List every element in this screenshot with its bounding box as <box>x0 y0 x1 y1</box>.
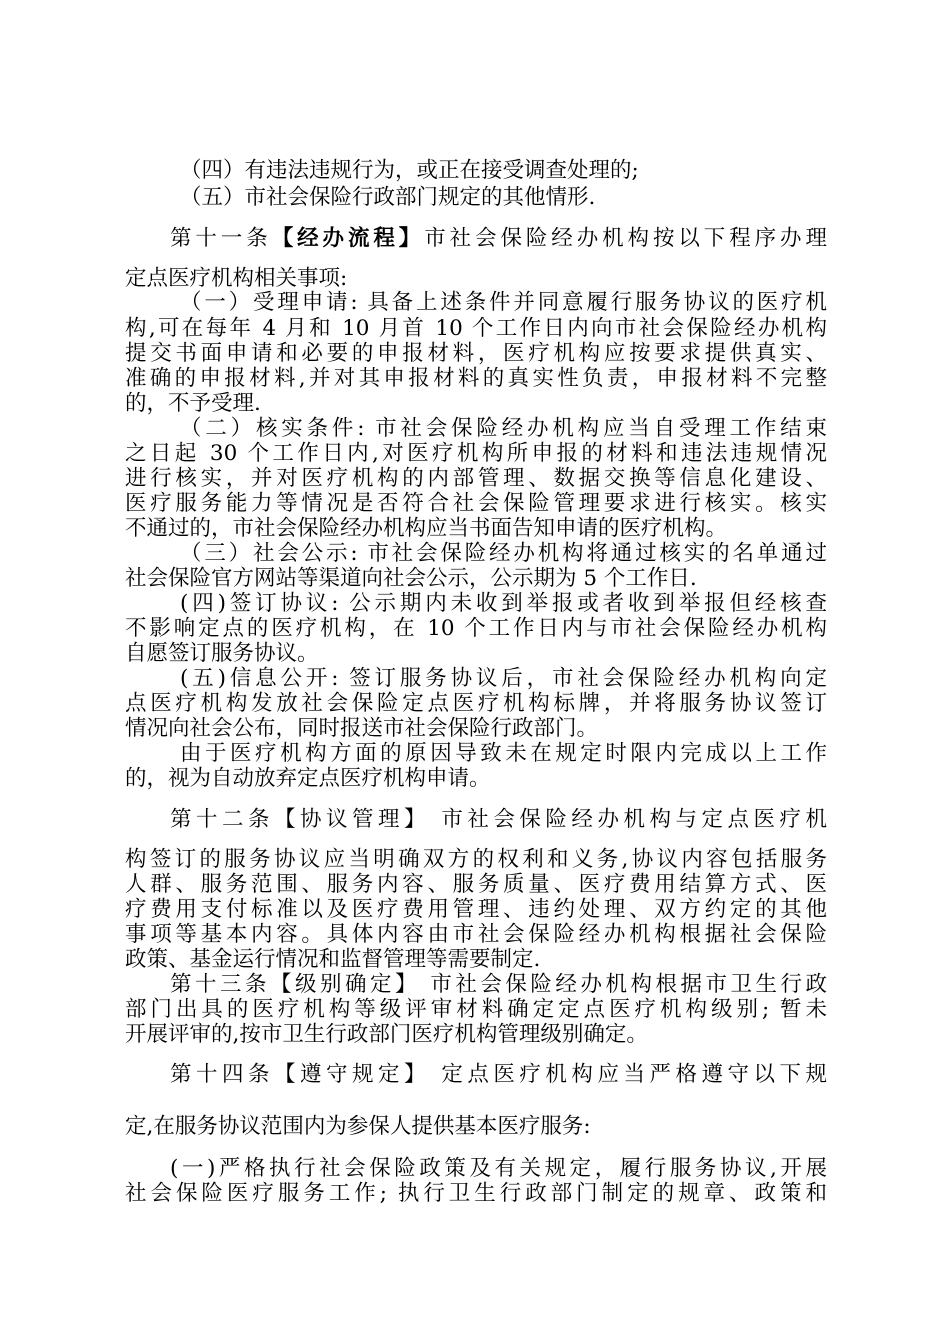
article-14-heading: 第十四条【遵守规定】 定点医疗机构应当严格遵守以下规 <box>170 1062 827 1087</box>
paragraph-line: 事项等基本内容。具体内容由市社会保险经办机构根据社会保险 <box>125 922 827 947</box>
paragraph-line: 之日起 30 个工作日内,对医疗机构所申报的材料和违法违规情况 <box>125 441 827 466</box>
paragraph-line: 定,在服务协议范围内为参保人提供基本医疗服务: <box>125 1114 591 1139</box>
paragraph-line: 的，不予受理. <box>125 391 261 416</box>
paragraph-line: 人群、服务范围、服务内容、服务质量、医疗费用结算方式、医 <box>125 872 827 897</box>
paragraph-line: 由于医疗机构方面的原因导致未在规定时限内完成以上工作 <box>180 741 827 766</box>
paragraph-line: (一)严格执行社会保险政策及有关规定，履行服务协议,开展 <box>170 1156 827 1181</box>
paragraph-line: 构签订的服务协议应当明确双方的权利和义务,协议内容包括服务 <box>125 847 827 872</box>
paragraph-line: （二）核实条件: 市社会保险经办机构应当自受理工作结束 <box>180 416 827 441</box>
paragraph-line: 医疗服务能力等情况是否符合社会保险管理要求进行核实。核实 <box>125 491 827 516</box>
paragraph-line: 准确的申报材料,并对其申报材料的真实性负责，申报材料不完整 <box>125 366 827 391</box>
article-title: 【经办流程】 <box>271 226 425 251</box>
article-number: 第十一条 <box>170 226 272 251</box>
paragraph-line: 政策、基金运行情况和监督管理等需要制定. <box>125 947 541 972</box>
paragraph-line: （三）社会公示: 市社会保险经办机构将通过核实的名单通过 <box>180 541 827 566</box>
paragraph-line: 开展评审的,按市卫生行政部门医疗机构管理级别确定。 <box>125 1022 648 1047</box>
paragraph-line: (四)签订协议: 公示期内未收到举报或者收到举报但经核查 <box>180 591 827 616</box>
paragraph-line: (五)信息公开: 签订服务协议后，市社会保险经办机构向定 <box>180 666 827 691</box>
paragraph-line: 的，视为自动放弃定点医疗机构申请。 <box>125 766 491 791</box>
paragraph-line: 部门出具的医疗机构等级评审材料确定定点医疗机构级别; 暂未 <box>125 997 827 1022</box>
article-11-heading <box>170 226 827 252</box>
paragraph-line: 点医疗机构发放社会保险定点医疗机构标牌，并将服务协议签订 <box>125 691 827 716</box>
paragraph-line: 不通过的，市社会保险经办机构应当书面告知申请的医疗机构。 <box>125 516 728 541</box>
paragraph-line: 情况向社会公布，同时报送市社会保险行政部门。 <box>125 716 599 741</box>
paragraph-line: （五）市社会保险行政部门规定的其他情形. <box>180 185 596 210</box>
paragraph-line: 社会保险医疗服务工作; 执行卫生行政部门制定的规章、政策和 <box>125 1181 827 1206</box>
paragraph-line: 社会保险官方网站等渠道向社会公示，公示期为 5 个工作日. <box>125 566 697 591</box>
paragraph-line: 定点医疗机构相关事项: <box>125 266 348 291</box>
paragraph-line: 疗费用支付标准以及医疗费用管理、违约处理、双方约定的其他 <box>125 897 827 922</box>
paragraph-line: 构,可在每年 4 月和 10 月首 10 个工作日内向市社会保险经办机构 <box>125 316 827 341</box>
paragraph-line: （四）有违法违规行为，或正在接受调查处理的; <box>180 158 639 183</box>
paragraph-line: （一）受理申请: 具备上述条件并同意履行服务协议的医疗机 <box>180 290 827 315</box>
article-12-heading: 第十二条【协议管理】 市社会保险经办机构与定点医疗机 <box>170 807 827 832</box>
article-text: 市社会保险经办机构按以下程序办理 <box>424 226 827 251</box>
paragraph-line: 进行核实，并对医疗机构的内部管理、数据交换等信息化建设、 <box>125 466 827 491</box>
paragraph-line: 提交书面申请和必要的申报材料，医疗机构应按要求提供真实、 <box>125 341 827 366</box>
article-13-heading: 第十三条【级别确定】 市社会保险经办机构根据市卫生行政 <box>170 972 827 997</box>
paragraph-line: 不影响定点的医疗机构，在 10 个工作日内与市社会保险经办机构 <box>125 616 827 641</box>
paragraph-line: 自愿签订服务协议。 <box>125 641 319 666</box>
